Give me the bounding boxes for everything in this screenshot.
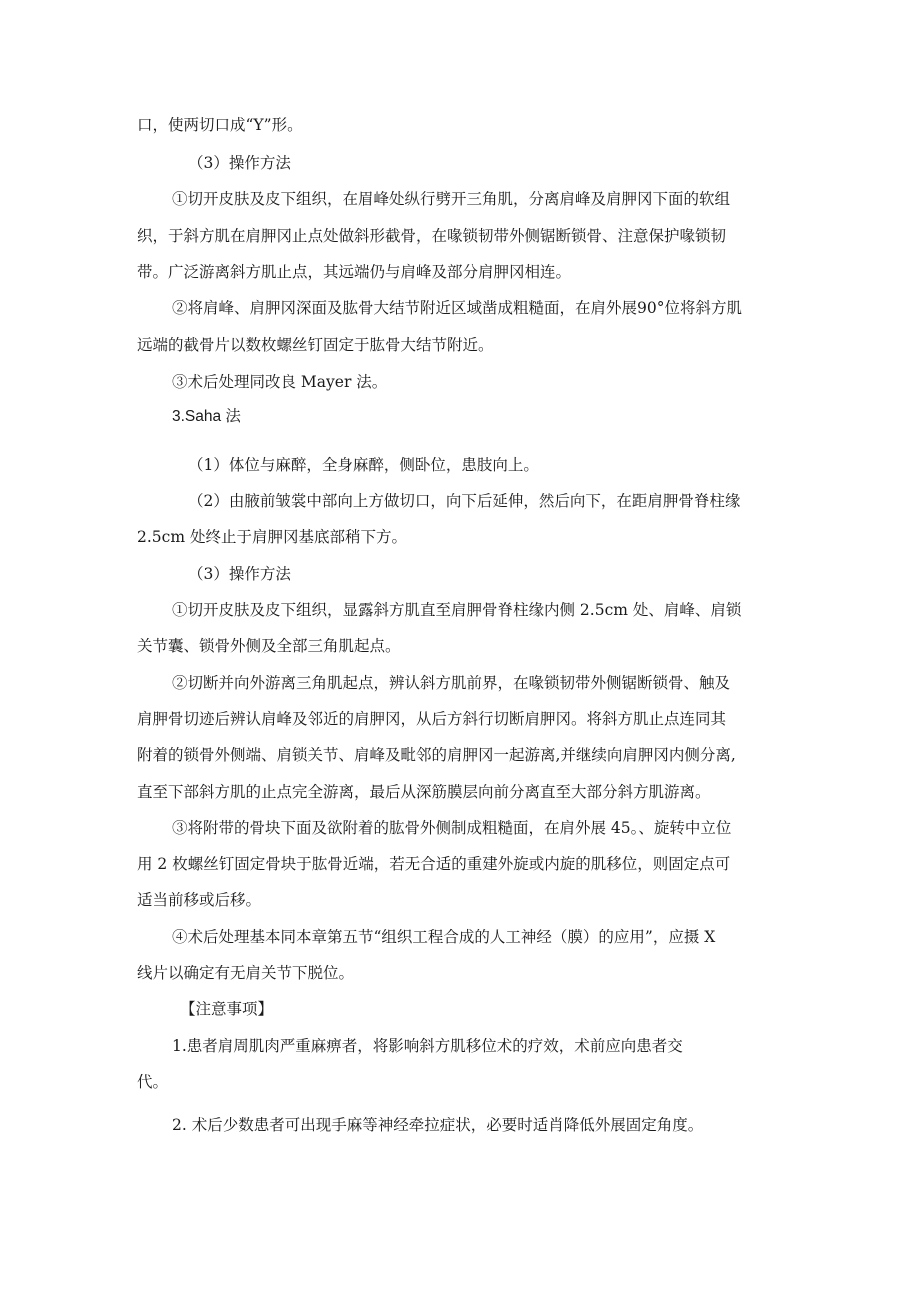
text-line: 1.患者肩周肌肉严重麻痹者，将影响斜方肌移位术的疗效，术前应向患者交 [172, 1037, 683, 1055]
text-line: 2.5cm 处终止于肩胛冈基底部稍下方。 [137, 528, 407, 546]
text-line: 2. 术后少数患者可出现手麻等神经牵拉症状，必要时适肖降低外展固定角度。 [172, 1116, 704, 1134]
text-line: 口，使两切口成“Y”形。 [137, 116, 303, 134]
text-line: 线片以确定有无肩关节下脱位。 [137, 964, 355, 982]
section-heading: （3）操作方法 [188, 154, 291, 172]
text-line: 织，于斜方肌在肩胛冈止点处做斜形截骨，在喙锁韧带外侧锯断锁骨、注意保护喙锁韧 [137, 227, 727, 245]
text-line: 适当前移或后移。 [137, 891, 262, 909]
text-line: 用 2 枚螺丝钉固定骨块于肱骨近端，若无合适的重建外旋或内旋的肌移位，则固定点可 [137, 855, 731, 873]
text-line: ③术后处理同改良 Mayer 法。 [172, 373, 388, 391]
text-line: ④术后处理基本同本章第五节“组织工程合成的人工神经（膜）的应用”，应摄 X [172, 928, 716, 946]
text-line: ①切开皮肤及皮下组织，在眉峰处纵行劈开三角肌，分离肩峰及肩胛冈下面的软组 [172, 190, 731, 208]
text-line: 带。广泛游离斜方肌止点，其远端仍与肩峰及部分肩胛冈相连。 [137, 263, 572, 281]
section-heading: 【注意事项】 [180, 1000, 274, 1018]
text-line: 直至下部斜方肌的止点完全游离，最后从深筋膜层向前分离直至大部分斜方肌游离。 [137, 783, 711, 801]
text-line: 关节囊、锁骨外侧及全部三角肌起点。 [137, 637, 401, 655]
text-line: （2）由腋前皱裳中部向上方做切口，向下后延伸，然后向下，在距肩胛骨脊柱缘 [188, 492, 741, 510]
text-line: （1）体位与麻醉，全身麻醉，侧卧位，患肢向上。 [188, 456, 539, 474]
text-line: ③将附带的骨块下面及欲附着的肱骨外侧制成粗糙面，在肩外展 45。、旋转中立位 [172, 819, 732, 837]
section-heading: （3）操作方法 [188, 565, 291, 583]
text-line: 肩胛骨切迹后辨认肩峰及邻近的肩胛冈，从后方斜行切断肩胛冈。将斜方肌止点连同其 [137, 710, 727, 728]
text-line: 附着的锁骨外侧端、肩锁关节、肩峰及毗邻的肩胛冈一起游离,并继续向肩胛冈内侧分离, [137, 746, 736, 764]
text-line: 代。 [137, 1073, 169, 1091]
text-line: 远端的截骨片以数枚螺丝钉固定于肱骨大结节附近。 [137, 336, 494, 354]
text-line: ②切断并向外游离三角肌起点，辨认斜方肌前界，在喙锁韧带外侧锯断锁骨、触及 [172, 674, 731, 692]
text-line: ②将肩峰、肩胛冈深面及肱骨大结节附近区域凿成粗糙面，在肩外展90°位将斜方肌 [172, 299, 742, 317]
section-heading: 3.Saha 法 [172, 408, 241, 425]
text-line: ①切开皮肤及皮下组织，显露斜方肌直至肩胛骨脊柱缘内侧 2.5cm 处、肩峰、肩锁 [172, 601, 742, 619]
